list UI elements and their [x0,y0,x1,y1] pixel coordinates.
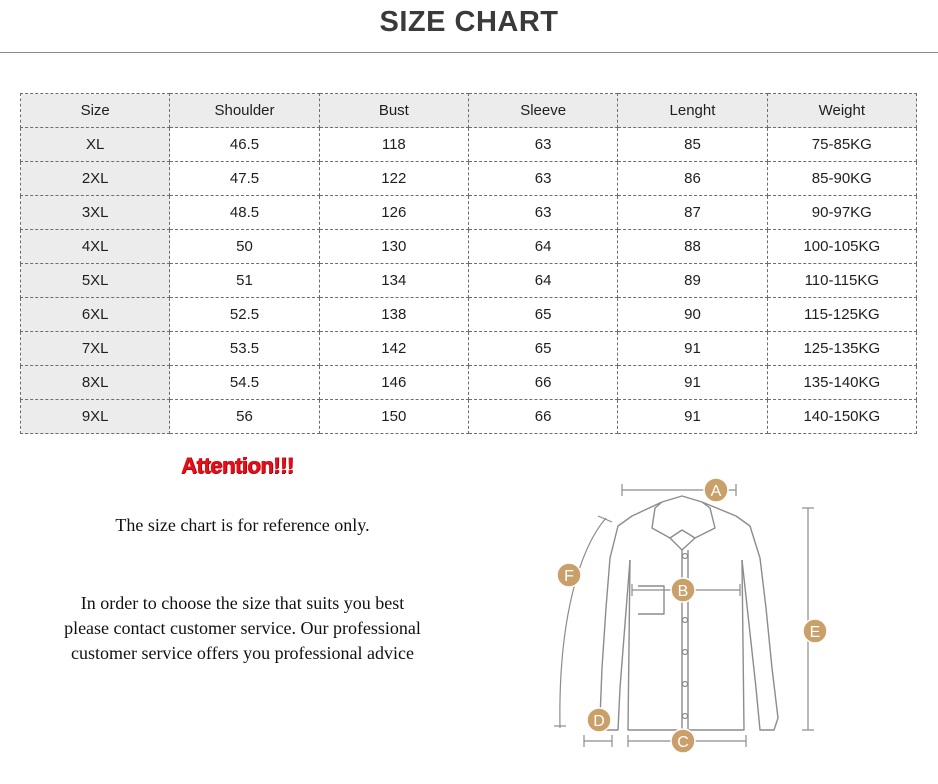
table-cell: 130 [319,230,468,264]
size-label-cell: 8XL [21,366,170,400]
marker-label: F [564,568,574,585]
table-cell: 65 [468,298,617,332]
table-cell: 64 [468,230,617,264]
table-cell: 90 [618,298,767,332]
advice-line: customer service offers you professional advice [70,643,415,663]
measurement-lines [554,484,814,747]
marker-label: E [809,624,821,641]
table-cell: 88 [618,230,767,264]
table-cell: 140-150KG [767,400,916,434]
table-cell: 50 [170,230,319,264]
table-cell: 66 [468,366,617,400]
table-cell: 52.5 [170,298,319,332]
table-cell: 64 [468,264,617,298]
attention-heading: Attention!!! [181,453,294,478]
table-cell: 115-125KG [767,298,916,332]
table-cell: 90-97KG [767,196,916,230]
table-cell: 63 [468,128,617,162]
shirt-outline [600,496,778,730]
marker-label: D [593,713,605,730]
table-cell: 126 [319,196,468,230]
column-header: Lenght [618,94,767,128]
table-cell: 91 [618,332,767,366]
table-cell: 53.5 [170,332,319,366]
table-cell: 63 [468,196,617,230]
table-cell: 135-140KG [767,366,916,400]
table-cell: 122 [319,162,468,196]
table-header-row [21,94,917,128]
table-cell: 118 [319,128,468,162]
column-header: Bust [319,94,468,128]
marker-a [704,478,728,502]
table-cell: 150 [319,400,468,434]
table-row [21,332,917,366]
table-cell: 65 [468,332,617,366]
size-label-cell: 3XL [21,196,170,230]
reference-note: The size chart is for reference only. [115,515,370,535]
table-cell: 110-115KG [767,264,916,298]
advice-line: In order to choose the size that suits you best [80,593,405,613]
table-cell: 125-135KG [767,332,916,366]
advice-note [20,591,465,666]
table-cell: 87 [618,196,767,230]
table-row [21,196,917,230]
size-label-cell: 5XL [21,264,170,298]
size-label-cell: 7XL [21,332,170,366]
marker-label: C [677,734,689,751]
table-cell: 56 [170,400,319,434]
column-header: Sleeve [468,94,617,128]
table-cell: 75-85KG [767,128,916,162]
page-title: SIZE CHART [379,6,559,38]
table-row [21,230,917,264]
size-label-cell: 2XL [21,162,170,196]
table-row [21,264,917,298]
table-cell: 51 [170,264,319,298]
size-label-cell: 4XL [21,230,170,264]
table-cell: 47.5 [170,162,319,196]
table-cell: 142 [319,332,468,366]
table-cell: 85-90KG [767,162,916,196]
table-row [21,400,917,434]
table-cell: 48.5 [170,196,319,230]
table-cell: 146 [319,366,468,400]
table-row [21,128,917,162]
table-cell: 63 [468,162,617,196]
size-label-cell: XL [21,128,170,162]
column-header: Shoulder [170,94,319,128]
column-header: Size [21,94,170,128]
advice-line: please contact customer service. Our professional [64,618,421,638]
size-label-cell: 6XL [21,298,170,332]
table-cell: 100-105KG [767,230,916,264]
shirt-measurement-diagram [540,468,840,768]
table-cell: 89 [618,264,767,298]
marker-e [803,619,827,643]
marker-f [557,563,581,587]
table-cell: 134 [319,264,468,298]
title-divider [0,52,938,53]
table-cell: 91 [618,400,767,434]
marker-d [587,708,611,732]
marker-label: A [710,483,722,500]
marker-label: B [677,583,689,600]
table-row [21,162,917,196]
size-label-cell: 9XL [21,400,170,434]
marker-b [671,578,695,602]
table-row [21,366,917,400]
table-cell: 91 [618,366,767,400]
table-row [21,298,917,332]
size-table [20,93,917,434]
column-header: Weight [767,94,916,128]
table-cell: 138 [319,298,468,332]
table-cell: 86 [618,162,767,196]
table-cell: 46.5 [170,128,319,162]
table-cell: 85 [618,128,767,162]
table-cell: 54.5 [170,366,319,400]
marker-c [671,729,695,753]
table-cell: 66 [468,400,617,434]
